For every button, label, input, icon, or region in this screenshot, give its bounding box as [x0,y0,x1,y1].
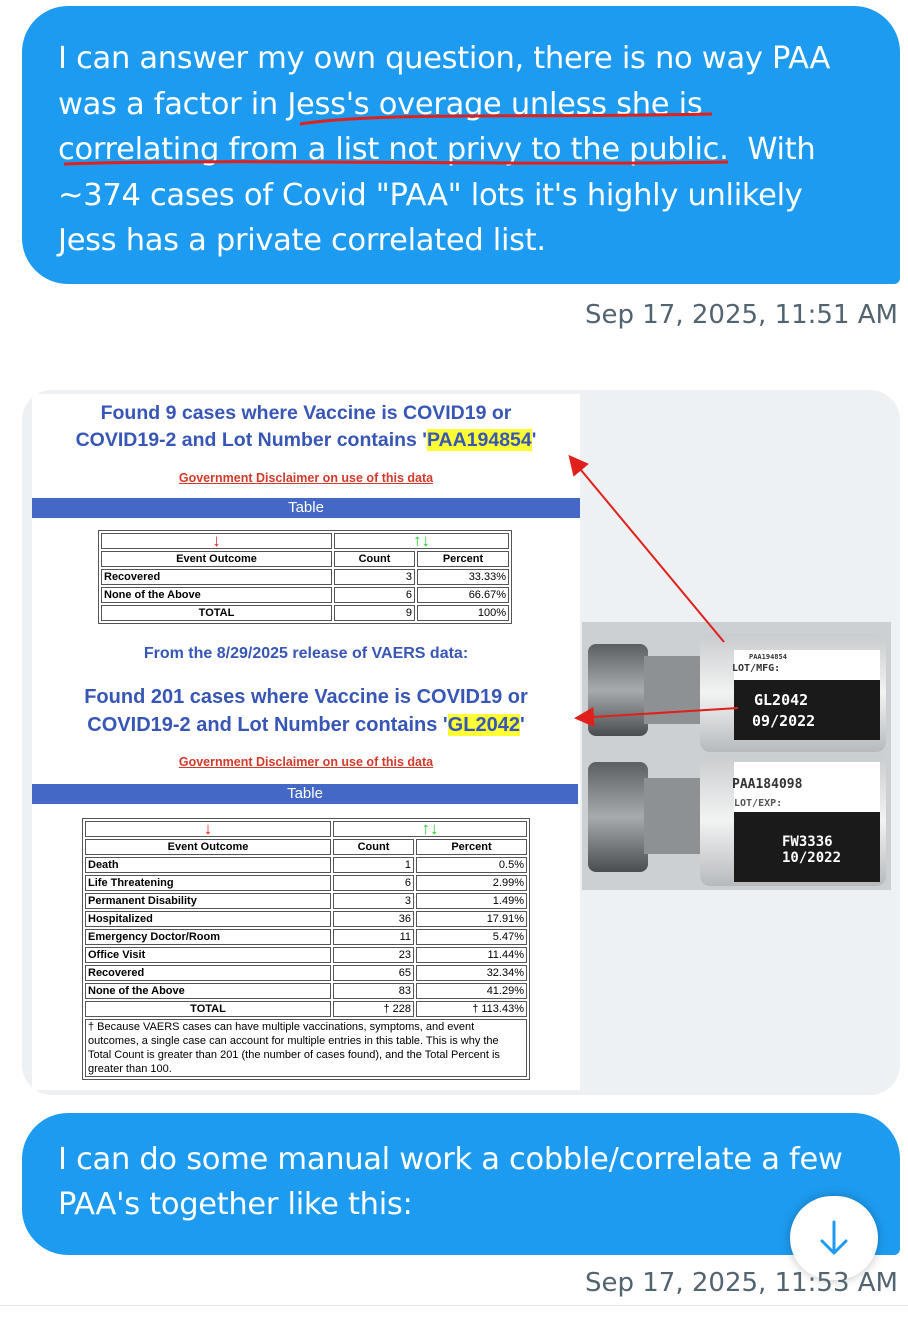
table-row: Life Threatening 6 2.99% [85,875,527,891]
table-row: Office Visit 23 11.44% [85,947,527,963]
table-row: Permanent Disability 3 1.49% [85,893,527,909]
table-bar: Table [32,784,578,804]
svg-text:FW3336: FW3336 [782,834,833,850]
message-line: ~374 cases of Covid "PAA" lots it's highly unlikely [58,177,803,213]
green-up-down-arrows-icon: ↑↓ [334,533,509,549]
report-heading: Found 201 cases where Vaccine is COVID19 or COVID19-2 and Lot Number contains 'GL2042' [84,686,528,736]
svg-text:LOT/EXP:: LOT/EXP: [734,798,783,809]
svg-text:09/2022: 09/2022 [752,712,816,730]
green-up-down-arrows-icon: ↑↓ [333,821,527,837]
svg-text:LOT/MFG:: LOT/MFG: [732,663,781,674]
table-row: Recovered 3 33.33% [101,569,509,585]
message-line: correlating from a list not privy to the public. With [58,132,816,167]
outcome-table-bottom: ↓ ↑↓ Event Outcome Count Percent Death 1 0.5% Life Threatening 6 2.99% Permanent Disability 3 1.49% Hospitalized 36 17.91% Emergency Doctor/Room 11 5.47% Office Visit 23 11.44% Recovered 65 32.34% None of the Above 83 41.29% TOTAL † 228 † 113.43% † Because VAERS cases can have multiple vaccinations, symptoms, and event outcomes, a single case can account for multiple entries in this table. This is why the Total Count is greater than 201 (the number of cases found), and the Total Percent is greater than 100. [82,818,530,1080]
red-down-arrow-icon: ↓ [101,533,332,549]
table-row: Emergency Doctor/Room 11 5.47% [85,929,527,945]
red-arrow-annotations [22,390,900,1095]
timestamp: Sep 17, 2025, 11:51 AM [585,300,898,330]
message-bubble-2 [22,1113,900,1255]
message-line: Jess has a private correlated list. [58,223,546,258]
message-line: PAA's together like this: [58,1187,413,1222]
svg-text:PAA194854: PAA194854 [749,653,787,661]
svg-text:GL2042: GL2042 [754,691,809,709]
red-down-arrow-icon: ↓ [85,821,331,837]
message-line: I can do some manual work a cobble/correlate a few [58,1142,843,1177]
table-total-row: TOTAL † 228 † 113.43% [85,1001,527,1017]
table-bar: Table [32,498,580,518]
svg-text:PAA184098: PAA184098 [732,777,803,792]
table-footnote: † Because VAERS cases can have multiple vaccinations, symptoms, and event outcomes, a single case can account for multiple entries in this table. This is why the Total Count is greater than 201 (the number of cases found), and the Total Percent is greater than 100. [85,1019,527,1077]
message-line: was a factor in Jess's overage unless she is [58,86,703,122]
message-line: I can answer my own question, there is no way PAA [58,41,831,76]
report-heading: Found 9 cases where Vaccine is COVID19 or COVID19-2 and Lot Number contains 'PAA194854' [75,402,537,451]
lot-highlight: PAA194854 [426,429,532,451]
lot-highlight: GL2042 [447,714,520,736]
outcome-table-top: ↓ ↑↓ Event Outcome Count Percent Recovered 3 33.33% None of the Above 6 66.67% TOTAL 9 100% [98,530,512,624]
disclaimer-link: Government Disclaimer on use of this data [178,755,434,769]
table-row: None of the Above 83 41.29% [85,983,527,999]
timestamp: Sep 17, 2025, 11:53 AM [585,1268,898,1298]
table-row: None of the Above 6 66.67% [101,587,509,603]
red-underline-annotation [0,0,908,300]
attached-image[interactable] [22,390,900,1095]
table-total-row: TOTAL 9 100% [101,605,509,621]
svg-text:10/2022: 10/2022 [782,850,842,866]
release-note: From the 8/29/2025 release of VAERS data: [143,645,469,662]
disclaimer-link: Government Disclaimer on use of this data [178,471,434,485]
table-row: Death 1 0.5% [85,857,527,873]
table-row: Hospitalized 36 17.91% [85,911,527,927]
table-row: Recovered 65 32.34% [85,965,527,981]
divider [0,1305,908,1306]
